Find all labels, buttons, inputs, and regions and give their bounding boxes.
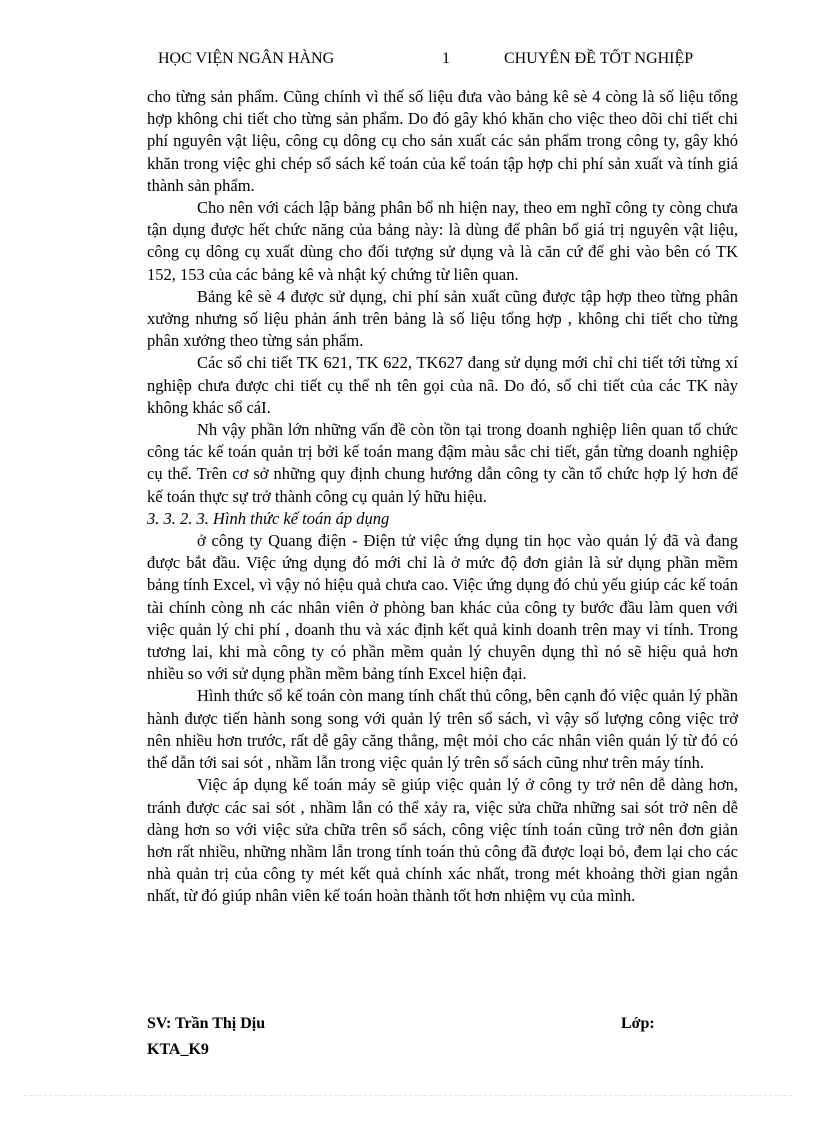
page-bottom-divider: [24, 1095, 792, 1096]
paragraph-8: Việc áp dụng kế toán máy sẽ giúp việc quản lý ở công ty trở nên dễ dàng hơn, tránh được các sai sót , nhầm lẫn có thể xảy ra, việc sửa chữa những sai sót trở nên dễ dàng hơn so với việc sửa chữa trên sổ sách, công việc tính toán cũng trở nên đơn giản hơn rất nhiều, những nhầm lẫn trong tính toán thủ công đã được loại bỏ, đem lại cho các nhà quản trị của công ty mét kết quả chính xác nhất, trong mét khoảng thời gian ngắn nhất, từ đó giúp nhân viên kế toán hoàn thành tốt hơn nhiệm vụ của mình.: [147, 775, 738, 906]
paragraph-7: Hình thức sổ kế toán còn mang tính chất thủ công, bên cạnh đó việc quản lý phần hành được tiến hành song song với quản lý trên sổ sách, vì vậy số lượng công việc trở nên nhiều hơn trước, rất dễ gây căng thẳng, mệt mỏi cho các nhân viên quản lý từ đó có thể dẫn tới sai sót , nhầm lẫn trong việc quản lý trên sổ sách cũng như trên máy tính.: [147, 686, 738, 773]
paragraph-2: Cho nên với cách lập bảng phân bổ nh hiện nay, theo em nghĩ công ty còng chưa tận dụng được hết chức năng của bảng này: là dùng để phân bổ giá trị nguyên vật liệu, công cụ dông cụ xuất dùng cho đối tượng sử dụng và là căn cứ để ghi vào bên có TK 152, 153 của các bảng kê và nhật ký chứng từ liên quan.: [147, 198, 738, 284]
page-footer: [147, 1011, 707, 1063]
paragraph-5: Nh vậy phần lớn những vấn đề còn tồn tại trong doanh nghiệp liên quan tổ chức công tác kế toán quản trị bởi kế toán mang đậm màu sắc chi tiết, gắn từng doanh nghiệp cụ thể. Trên cơ sở những quy định chung hướng dẫn công ty cần tổ chức hợp lý hơn để kế toán thực sự trở thành công cụ quản lý hữu hiệu.: [147, 420, 738, 506]
class-code: KTA_K9: [147, 1041, 209, 1058]
paragraph-4: Các sổ chi tiết TK 621, TK 622, TK627 đang sử dụng mới chỉ chi tiết tới từng xí nghiệp chưa được chi tiết cụ thể nh tên gọi của nã. Do đó, sổ chi tiết của các TK này không khác sổ cáI.: [147, 353, 738, 417]
paragraph-6: ở công ty Quang điện - Điện tử việc ứng dụng tin học vào quản lý đã và đang được bắt đầu. Việc ứng dụng đó mới chỉ là ở mức độ đơn giản là sử dụng phần mềm bảng tính Excel, vì vậy nó hiệu quả chưa cao. Việc ứng dụng đó chủ yếu giúp các kế toán tài chính còng nh các nhân viên ở phòng ban khác của công ty bước đầu làm quen với việc quản lý chi phí , doanh thu và xác định kết quả kinh doanh trên may vi tính. Trong tương lai, khi mà công ty có phần mềm quản lý chuyên dụng thì nó sẽ hiệu quả hơn nhiều so với sử dụng phần mềm bảng tính Excel hiện đại.: [147, 531, 738, 684]
header-institution: HỌC VIỆN NGÂN HÀNG: [158, 50, 335, 67]
student-name: SV: Trần Thị Dịu: [147, 1015, 266, 1032]
paragraph-3: Bảng kê sè 4 được sử dụng, chi phí sản xuất cũng được tập hợp theo từng phân xưởng nhưng số liệu phản ánh trên bảng là số liệu tổng hợp , không chi tiết cho từng phân xưởng theo từng sản phẩm.: [147, 286, 738, 351]
paragraph-1: cho từng sản phẩm. Cũng chính vì thế số liệu đưa vào bảng kê sè 4 còng là số liệu tổng hợp không chi tiết cho từng sản phẩm. Do đó gây khó khăn cho việc theo dõi chi tiết chi phí nguyên vật liệu, công cụ dông cụ cho sản xuất các sản phẩm trong công ty, gây khó khăn trong việc ghi chép sổ sách kế toán của kế toán tập hợp chi phí sản xuất và tính giá thành sản phẩm.: [147, 87, 738, 195]
class-label: Lớp:: [621, 1015, 655, 1032]
header-document-title: CHUYÊN ĐỀ TỐT NGHIỆP: [504, 50, 694, 67]
document-body: [147, 86, 738, 908]
page-number: 1: [442, 50, 450, 67]
page-header: [150, 50, 750, 72]
section-subheading: 3. 3. 2. 3. Hình thức kế toán áp dụng: [147, 508, 390, 528]
